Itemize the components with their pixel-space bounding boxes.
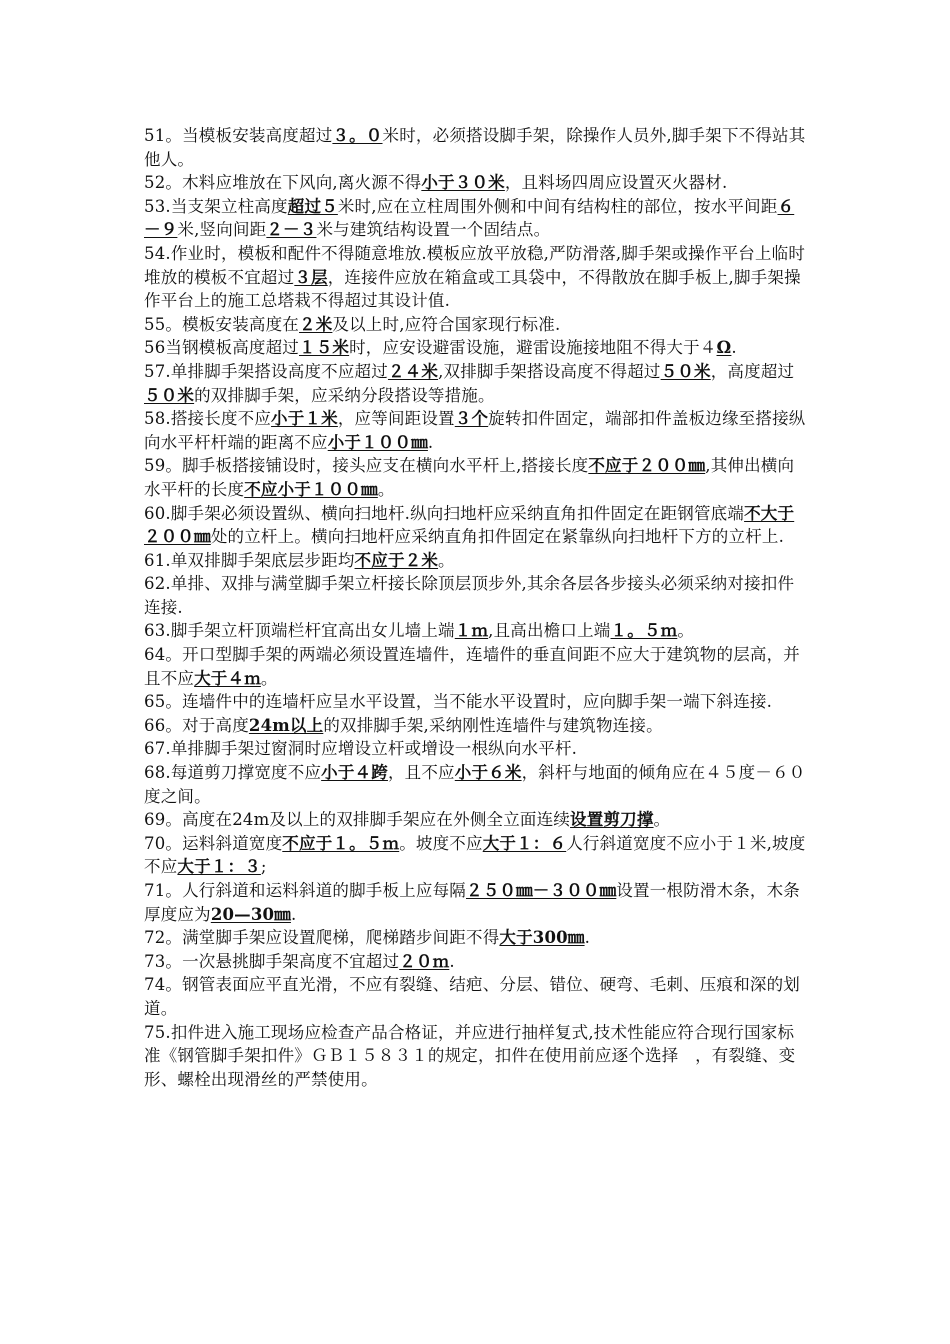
paragraph-text: 65。连墙件中的连墙杆应呈水平设置，当不能水平设置时，应向脚手架一端下斜连接. <box>144 692 773 712</box>
paragraph-text: 66。对于高度 <box>144 715 249 735</box>
answer-keyword: ２－３ <box>266 220 317 240</box>
paragraph-text: 。 <box>653 810 671 830</box>
answer-keyword: 小于１００㎜ <box>327 432 428 452</box>
question-paragraph <box>144 195 810 242</box>
paragraph-text: ，应等间距设置 <box>337 409 455 429</box>
answer-keyword: ３层 <box>294 267 328 287</box>
paragraph-text: 52。木料应堆放在下风向,离火源不得 <box>144 173 422 193</box>
answer-keyword: 设置剪刀撑 <box>570 810 654 830</box>
paragraph-text: 米,竖向间距 <box>177 220 267 240</box>
answer-keyword: １５米 <box>299 338 350 358</box>
answer-keyword: 大于１：３ <box>177 857 261 877</box>
question-paragraph <box>144 454 810 501</box>
answer-keyword: ２米 <box>299 314 333 334</box>
paragraph-text: 55。模板安装高度在 <box>144 314 299 334</box>
question-paragraph <box>144 572 810 619</box>
paragraph-text: 的双排脚手架,采纳刚性连墙件与建筑物连接。 <box>323 715 663 735</box>
paragraph-text: 59。脚手板搭接铺设时，接头应支在横向水平杆上,搭接长度 <box>144 456 589 476</box>
question-paragraph <box>144 832 810 879</box>
paragraph-text: ，且不应 <box>387 763 455 783</box>
answer-keyword: ２４米 <box>387 361 439 381</box>
answer-keyword: 不大于２００㎜ <box>144 503 795 547</box>
answer-keyword: ２０ｍ <box>399 951 450 971</box>
question-paragraph <box>144 360 810 407</box>
paragraph-text: . <box>731 338 737 358</box>
paragraph-text: 及以上时,应符合国家现行标准. <box>332 314 561 334</box>
paragraph-text: 71。人行斜道和运料斜道的脚手板上应每隔 <box>144 881 466 900</box>
paragraph-text: 75.扣件进入施工现场应检查产品合格证，并应进行抽样复式,技术性能应符合现行国家标准《钢管脚手架扣件》ＧＢ１５８３１的规定，扣件在使用前应逐个选择 ，有裂缝、变形、螺栓出现滑丝的严禁使用。 <box>144 1022 796 1089</box>
paragraph-text: . <box>290 904 297 924</box>
paragraph-text: 70。运料斜道宽度 <box>144 833 283 853</box>
paragraph-text: ; <box>260 857 267 877</box>
question-paragraph <box>144 124 810 171</box>
paragraph-text: 73。一次悬挑脚手架高度不宜超过 <box>144 951 400 971</box>
answer-keyword: ３。０ <box>332 126 383 145</box>
question-paragraph <box>144 808 810 832</box>
answer-keyword: 不应小于１００㎜ <box>244 479 378 499</box>
paragraph-text: 。 <box>377 479 395 499</box>
paragraph-text: 57.单排脚手架搭设高度不应超过 <box>144 361 388 381</box>
question-paragraph <box>144 950 810 974</box>
answer-keyword: １。５ｍ <box>610 621 678 641</box>
paragraph-text: . <box>427 432 434 452</box>
paragraph-text: 54.作业时，模板和配件不得随意堆放.模板应放平放稳,严防滑落,脚手架或操作平台上临时堆放的模板不宜超过 <box>144 243 806 287</box>
paragraph-text: ，连接件应放在箱盒或工具袋中，不得散放在脚手板上,脚手架操作平台上的施工总塔栽不得超过其设计值. <box>144 267 801 311</box>
paragraph-text: 56当钢模板高度超过 <box>144 338 299 358</box>
paragraph-text: 米与建筑结构设置一个固结点。 <box>316 220 551 240</box>
paragraph-text: 时，应安设避雷设施，避雷设施接地阻不得大于４ <box>349 338 717 358</box>
paragraph-text: 米时，必须搭设脚手架，除操作人员外,脚手架下不得站其他人。 <box>144 126 806 169</box>
paragraph-text: 。坡度不应 <box>399 833 483 853</box>
paragraph-text: 51。当模板安装高度超过 <box>144 126 333 145</box>
question-paragraph <box>144 737 810 761</box>
document-body <box>144 124 810 1091</box>
question-paragraph <box>144 973 810 1020</box>
question-paragraph <box>144 336 810 360</box>
paragraph-text: ,双排脚手架搭设高度不得超过 <box>438 361 661 381</box>
answer-keyword: 小于１米 <box>271 409 338 429</box>
answer-keyword: Ω <box>716 338 732 358</box>
question-paragraph <box>144 242 810 313</box>
paragraph-text: ,且高出檐口上端 <box>488 621 611 641</box>
answer-keyword: ２５０㎜－３００㎜ <box>466 881 617 900</box>
paragraph-text: 60.脚手架必须设置纵、横向扫地杆.纵向扫地杆应采纳直角扣件固定在距钢管底端 <box>144 503 745 523</box>
paragraph-text: 人行斜道宽度不应小于１米,坡度不应 <box>144 833 806 877</box>
paragraph-text: 。 <box>260 668 278 688</box>
paragraph-text: 。 <box>677 621 695 641</box>
question-paragraph <box>144 502 810 549</box>
question-paragraph <box>144 619 810 643</box>
paragraph-text: 67.单排脚手架过窗洞时应增设立杆或增设一根纵向水平杆. <box>144 739 578 759</box>
paragraph-text: 米时,应在立柱周围外侧和中间有结构柱的部位，按水平间距 <box>337 196 778 216</box>
answer-keyword: 不应于２米 <box>354 550 439 570</box>
paragraph-text: 58.搭接长度不应 <box>144 409 272 429</box>
answer-keyword: ３个 <box>454 409 489 429</box>
question-paragraph <box>144 690 810 714</box>
paragraph-text: 的双排脚手架，应采纳分段搭设等措施。 <box>194 385 495 405</box>
question-paragraph <box>144 549 810 573</box>
question-paragraph <box>144 407 810 454</box>
answer-keyword: 不应于１。５ｍ <box>282 833 400 853</box>
paragraph-text: 旋转扣件固定，端部扣件盖板边缘至搭接纵向水平杆杆端的距离不应 <box>144 409 806 452</box>
question-paragraph <box>144 879 810 926</box>
paragraph-text: 69。高度在24m及以上的双排脚手架应在外侧全立面连续 <box>144 810 571 830</box>
paragraph-text: 53.当支架立柱高度 <box>144 196 288 216</box>
answer-keyword: 大于300㎜ <box>499 928 585 948</box>
paragraph-text: ，且料场四周应设置灭火器材. <box>504 173 728 193</box>
question-paragraph <box>144 714 810 738</box>
question-paragraph <box>144 313 810 337</box>
answer-keyword: 20—30㎜ <box>210 904 291 924</box>
answer-keyword: 大于１：６ <box>482 833 567 853</box>
paragraph-text: ，高度超过 <box>710 361 795 381</box>
answer-keyword: ６－９ <box>144 196 795 240</box>
answer-keyword: ５０米 <box>660 361 711 381</box>
answer-keyword: 小于６米 <box>454 763 522 783</box>
paragraph-text: . <box>584 928 591 948</box>
paragraph-text: 61.单双排脚手架底层步距均 <box>144 550 355 570</box>
answer-keyword: 24m以上 <box>248 715 324 735</box>
paragraph-text: 74。钢管表面应平直光滑，不应有裂缝、结疤、分层、错位、硬弯、毛刺、压痕和深的划道。 <box>144 975 800 1018</box>
paragraph-text: 设置一根防滑木条，木条厚度应为 <box>144 881 801 924</box>
paragraph-text: 62.单排、双排与满堂脚手架立杆接长除顶层顶步外,其余各层各步接头必须采纳对接扣件连接. <box>144 574 795 617</box>
paragraph-text: . <box>449 951 455 971</box>
answer-keyword: ５０米 <box>144 385 195 405</box>
answer-keyword: 小于３０米 <box>421 173 505 193</box>
answer-keyword: 超过５ <box>287 196 338 216</box>
paragraph-text: 处的立杆上。横向扫地杆应采纳直角扣件固定在紧靠纵向扫地杆下方的立杆上. <box>210 527 785 547</box>
paragraph-text: 68.每道剪刀撑宽度不应 <box>144 763 322 783</box>
question-paragraph <box>144 926 810 950</box>
paragraph-text: 。 <box>438 550 455 570</box>
answer-keyword: 不应于２００㎜ <box>588 456 706 476</box>
question-paragraph <box>144 761 810 808</box>
question-paragraph <box>144 643 810 690</box>
paragraph-text: ,其伸出横向水平杆的长度 <box>144 456 795 499</box>
paragraph-text: 64。开口型脚手架的两端必须设置连墙件，连墙件的垂直间距不应大于建筑物的层高，并且不应 <box>144 645 800 688</box>
paragraph-text: ，斜杆与地面的倾角应在４５度－６０度之间。 <box>144 763 806 806</box>
answer-keyword: 大于４ｍ <box>194 668 261 688</box>
answer-keyword: １ｍ <box>454 621 489 641</box>
question-paragraph <box>144 1021 810 1092</box>
answer-keyword: 小于４跨 <box>321 763 388 783</box>
paragraph-text: 72。满堂脚手架应设置爬梯，爬梯踏步间距不得 <box>144 928 500 948</box>
paragraph-text: 63.脚手架立杆顶端栏杆宜高出女儿墙上端 <box>144 621 455 641</box>
question-paragraph <box>144 171 810 195</box>
